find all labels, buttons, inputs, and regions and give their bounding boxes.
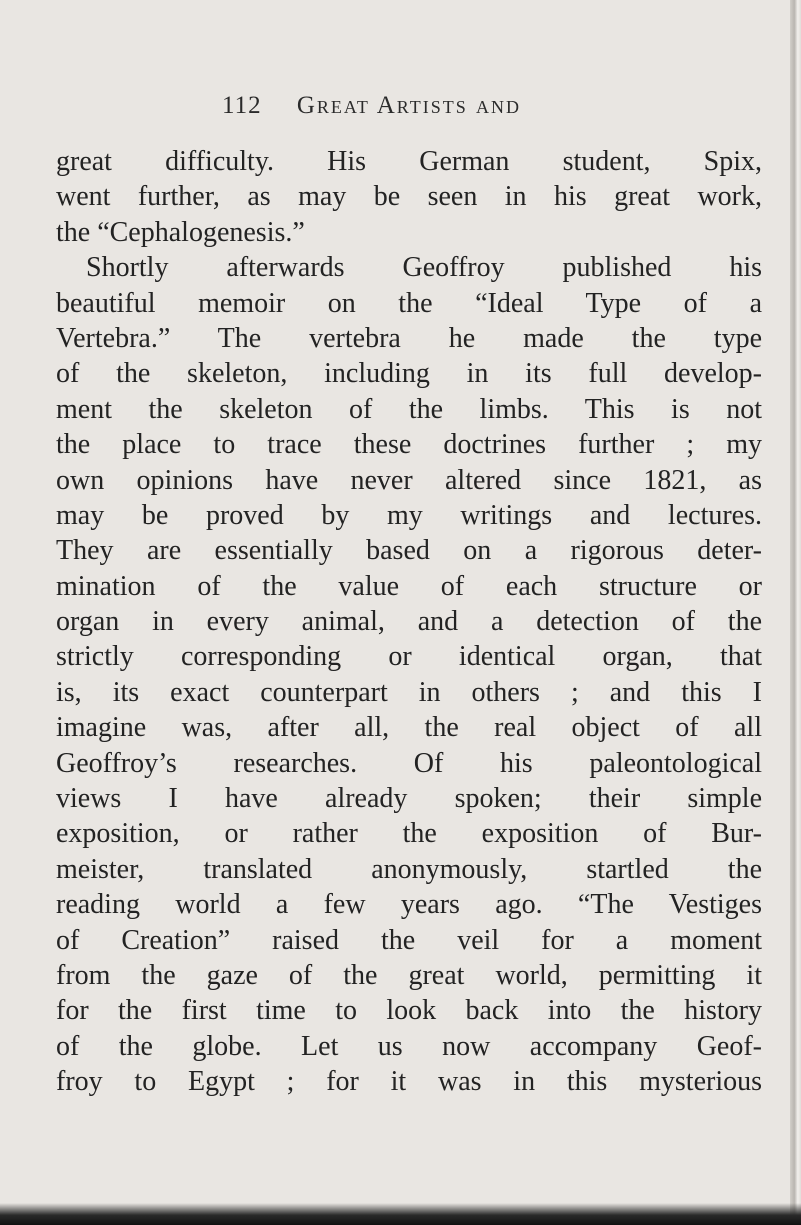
text-line: of Creation” raised the veil for a moment [56,924,762,956]
text-line: great difficulty. His German student, Spix, [56,146,762,177]
text-line: from the gaze of the great world, permitting it [56,959,762,991]
text-line: the “Cephalogenesis.” [56,216,305,248]
text-line: organ in every animal, and a detection of the [56,606,762,638]
text-line: of the skeleton, including in its full develop- [56,358,762,390]
text-line: ment the skeleton of the limbs. This is not [56,393,762,425]
text-line: views I have already spoken; their simple [56,783,762,815]
text-line: Geoffroy’s researches. Of his paleontological [56,747,762,779]
page-number: 112 [222,92,262,119]
text-line: They are essentially based on a rigorous deter- [56,535,762,567]
text-line: went further, as may be seen in his great work, [56,181,762,213]
body-text [56,144,762,1100]
text-line: imagine was, after all, the real object of all [56,712,762,744]
running-head: Great Artists and [296,92,521,119]
text-line: of the globe. Let us now accompany Geof- [56,1030,762,1062]
text-line: strictly corresponding or identical organ, that [56,641,762,673]
text-line: may be proved by my writings and lectures. [56,499,762,531]
page-header [222,92,521,120]
text-line: meister, translated anonymously, startled the [56,853,762,885]
text-line: exposition, or rather the exposition of Bur- [56,818,762,850]
text-line: froy to Egypt ; for it was in this mysterious [56,1066,762,1098]
text-line: is, its exact counterpart in others ; and this I [56,676,762,708]
page-edge [790,0,801,1225]
text-line: mination of the value of each structure or [56,570,762,602]
text-line: reading world a few years ago. “The Vestiges [56,889,762,921]
text-line: beautiful memoir on the “Ideal Type of a [56,287,762,319]
text-line: own opinions have never altered since 1821, as [56,464,762,496]
text-line: for the first time to look back into the history [56,995,762,1027]
text-line: the place to trace these doctrines further ; my [56,429,762,461]
text-line: Vertebra.” The vertebra he made the type [56,322,762,354]
scan-bottom-shadow [0,1203,801,1225]
text-line: Shortly afterwards Geoffroy published his [86,252,762,284]
